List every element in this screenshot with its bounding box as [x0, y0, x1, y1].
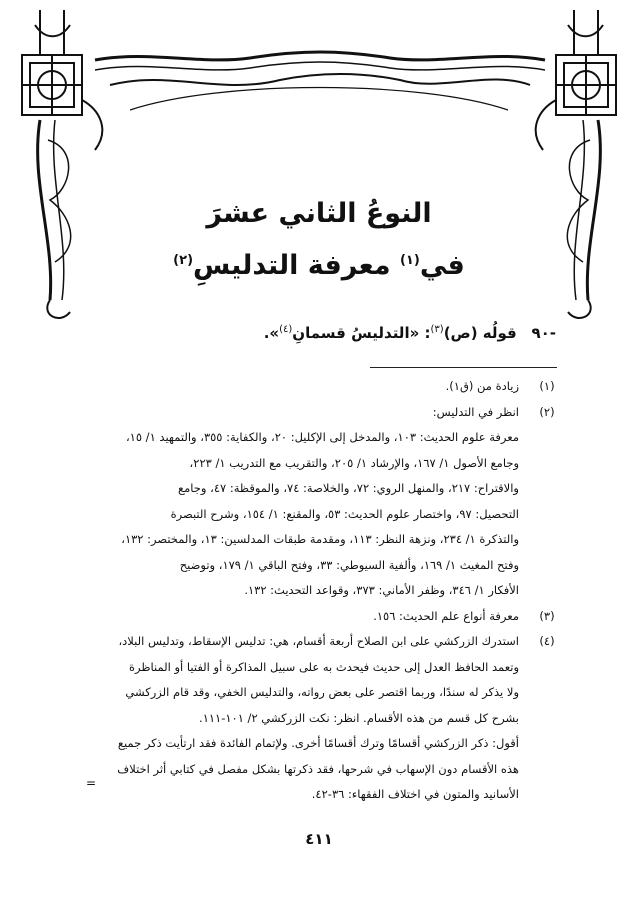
footnote-text: انظر في التدليس:	[432, 404, 519, 419]
footnote-number: (٤)	[539, 634, 555, 648]
footnote-text: معرفة أنواع علم الحديث: ١٥٦.	[373, 608, 519, 623]
footnote-line	[80, 731, 559, 757]
footnote-line	[80, 655, 559, 681]
footnote-line	[80, 757, 559, 783]
footnote-number: (٣)	[539, 608, 555, 623]
footnote-text: بشرح كل قسم من هذه الأقسام. انظر: نكت الزركشي ٢/ ١٠١-١١١.	[199, 710, 519, 725]
entry-end: ».	[263, 324, 280, 342]
footnote-line	[80, 476, 559, 502]
entry-heading	[80, 324, 556, 342]
footnote-text: أقول: ذكر الزركشي أقسامًا وترك أقسامًا أخرى. ولإتمام الفائدة فقد ارتأيت ذكر جميع	[117, 736, 519, 750]
footnote-text: وفتح المغيث ١/ ١٦٩، وألفية السيوطي: ٣٣، وفتح الباقي ١/ ١٧٩، وتوضيح	[179, 557, 519, 572]
footnote-line	[80, 553, 559, 579]
chapter-subtitle	[0, 250, 638, 281]
footnote-line	[80, 374, 559, 400]
footnote-text: الأفكار ١/ ٣٤٦، وظفر الأماني: ٣٧٣، وقواعد التحديث: ١٣٢.	[244, 583, 519, 597]
footnotes	[80, 374, 559, 808]
footnote-text: والتذكرة ١/ ٢٣٤، ونزهة النظر: ١١٣، ومقدمة طبقات المدلسين: ١٣، والمختصر: ١٣٢،	[121, 532, 519, 546]
footnote-text: استدرك الزركشي على ابن الصلاح أربعة أقسام، هي: تدليس الإسقاط، وتدليس البلاد،	[118, 634, 519, 648]
footnote-ref-2: (٢)	[173, 253, 194, 268]
footnote-text: ولا يذكر له سندًا، وربما اقتصر على بعض رواته، والتدليس الخفي، وقد قام الزركشي	[125, 685, 519, 699]
footnote-text: معرفة علوم الحديث: ١٠٣، والمدخل إلى الإكليل: ٢٠، والكفاية: ٣٥٥، والتمهيد ١/ ١٥،	[125, 430, 519, 444]
footnote-text: التحصيل: ٩٧، واختصار علوم الحديث: ٥٣، والمقنع: ١/ ١٥٤، وشرح التبصرة	[170, 506, 519, 521]
footnote-line	[80, 425, 559, 451]
footnote-text: الأسانيد والمتون في اختلاف الفقهاء: ٣٦-٤٢.	[311, 787, 519, 801]
footnote-line	[80, 680, 559, 706]
footnote-text: هذه الأقسام دون الإسهاب في شرحها، فقد ذكرتها بشكل مفصل في كتابي أثر اختلاف	[117, 761, 519, 776]
footnote-ref-3: (٣)	[430, 324, 444, 335]
footnote-number: (١)	[539, 379, 555, 393]
footnote-line	[80, 400, 559, 426]
footnote-text: وجامع الأصول ١/ ١٦٧، والإرشاد ١/ ٢٠٥، والتقريب مع التدريب ١/ ٢٢٣،	[189, 455, 519, 470]
footnote-separator	[370, 367, 557, 368]
footnote-number: (٢)	[539, 404, 555, 419]
footnote-line	[80, 527, 559, 553]
entry-quote: : «التدليسُ قسمانِ	[292, 324, 431, 342]
footnote-line	[80, 604, 559, 630]
footnote-line	[80, 782, 559, 808]
footnote-text: زيادة من (ق١).	[445, 379, 519, 393]
footnote-line	[80, 578, 559, 604]
footnote-text: وتعمد الحافظ العدل إلى حديث فيحدث به على سبيل المذاكرة أو الفتيا أو المناظرة	[129, 659, 519, 674]
footnote-text: والاقتراح: ٢١٧، والمنهل الروي: ٧٢، والخلاصة: ٧٤، والموقظة: ٤٧، وجامع	[178, 481, 519, 495]
entry-lead: قولُه (ص)	[443, 324, 517, 342]
footnote-ref-4: (٤)	[279, 324, 293, 335]
continuation-mark: =	[86, 776, 97, 790]
entry-number: -٩٠	[531, 324, 556, 342]
footnote-line	[80, 451, 559, 477]
subtitle-main: معرفة التدليسِ	[193, 250, 391, 281]
footnote-line	[80, 502, 559, 528]
footnote-ref-1: (١)	[399, 253, 420, 268]
subtitle-prefix: في	[419, 250, 465, 281]
footnote-line	[80, 706, 559, 732]
footnote-line	[80, 629, 559, 655]
chapter-title: النوعُ الثاني عشرَ	[206, 198, 432, 229]
page-number: ٤١١	[305, 830, 333, 848]
